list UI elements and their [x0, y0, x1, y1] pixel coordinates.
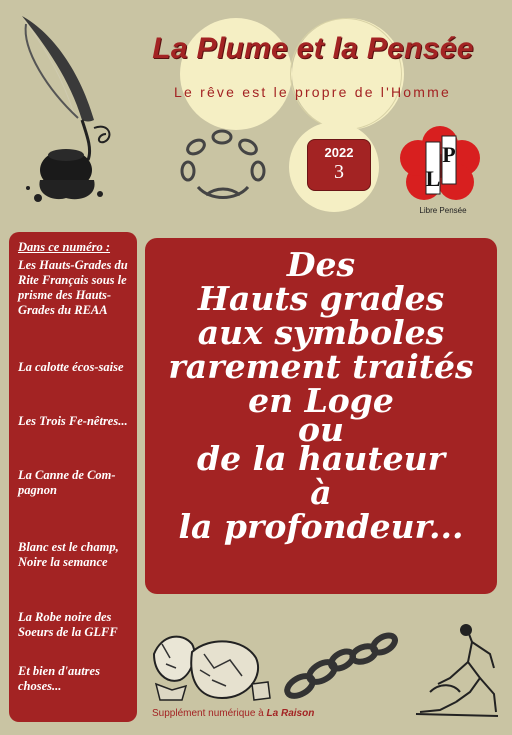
issue-number: 3 — [334, 161, 344, 183]
footer-credit — [152, 708, 472, 719]
headline-line: Hauts grades — [197, 279, 445, 318]
headline-line: à — [310, 473, 332, 512]
issue-year: 2022 — [324, 145, 354, 160]
logo-label: Libre Pensée — [419, 206, 467, 215]
contents-item: Les Trois Fe-nêtres... — [18, 414, 128, 428]
footer-journal: La Raison — [266, 708, 315, 719]
headline — [145, 245, 497, 546]
headline-line: aux symboles — [197, 313, 445, 352]
rubble-stones-illustration — [152, 624, 272, 702]
quill-ink-illustration — [8, 10, 118, 210]
headline-line: en Loge — [248, 381, 394, 420]
contents-item: La Robe noire des Soeurs de la GLFF — [18, 610, 118, 639]
contents-heading: Dans ce numéro : — [18, 240, 111, 254]
contents-item: Blanc est le champ, Noire la semance — [18, 540, 119, 569]
compass-figure-illustration — [410, 622, 500, 718]
headline-line: Des — [286, 245, 356, 284]
logo-initial-right: P — [442, 142, 456, 167]
magazine-title: La Plume et la Pensée — [152, 32, 474, 65]
contents-item: La calotte écos-saise — [18, 360, 124, 374]
broken-chain-illustration — [278, 628, 398, 700]
contents-item: La Canne de Com-pagnon — [18, 468, 116, 497]
contents-sidebar — [9, 232, 137, 722]
footer-prefix: Supplément numérique à — [152, 708, 267, 719]
contents-item: Et bien d'autres choses... — [18, 664, 100, 693]
headline-line: rarement traités — [168, 347, 474, 386]
logo-initial-left: L — [425, 166, 441, 191]
magazine-subtitle: Le rêve est le propre de l'Homme — [174, 84, 451, 100]
headline-line: ou — [297, 410, 344, 449]
headline-line: la profondeur... — [178, 507, 464, 546]
libre-pensee-logo — [400, 124, 480, 206]
contents-item: Les Hauts-Grades du Rite Français sous le prisme des Hauts-Grades du REAA — [18, 258, 128, 317]
issue-badge — [307, 139, 371, 191]
rope-knot-icon — [176, 125, 270, 205]
headline-panel — [145, 238, 497, 594]
headline-line: de la hauteur — [197, 439, 445, 478]
